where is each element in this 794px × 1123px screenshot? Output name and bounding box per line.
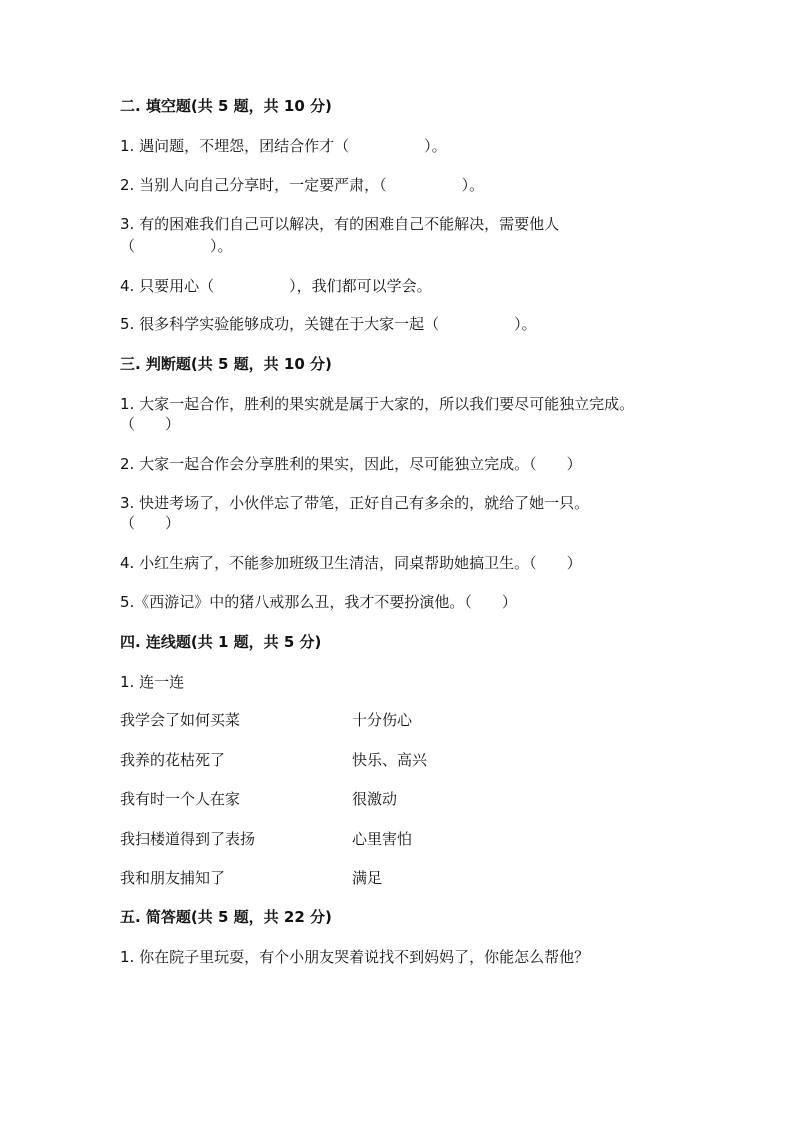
question-short-1: 1. 你在院子里玩耍，有个小朋友哭着说找不到妈妈了，你能怎么帮他？ (120, 948, 590, 966)
match-left-item: 我扫楼道得到了表扬 (120, 830, 256, 848)
match-right-item: 十分伤心 (352, 711, 413, 729)
match-right-item: 心里害怕 (352, 830, 413, 848)
section-heading-true-false: 三. 判断题(共 5 题，共 10 分) (120, 355, 332, 373)
question-tf-3-line1: 3. 快进考场了，小伙伴忘了带笔，正好自己有多余的，就给了她一只。 (120, 494, 590, 512)
match-left-item: 我养的花枯死了 (120, 751, 226, 769)
question-fill-3-line1: 3. 有的困难我们自己可以解决，有的困难自己不能解决，需要他人 (120, 215, 560, 233)
match-left-item: 我学会了如何买菜 (120, 711, 241, 729)
match-right-item: 很激动 (352, 790, 398, 808)
question-match-1: 1. 连一连 (120, 673, 185, 691)
match-right-item: 快乐、高兴 (352, 751, 428, 769)
question-fill-3-line2: （ ）。 (120, 237, 233, 255)
section-heading-short-answer: 五. 简答题(共 5 题，共 22 分) (120, 908, 332, 926)
question-tf-3-line2: （ ） (120, 514, 181, 532)
match-left-item: 我有时一个人在家 (120, 790, 241, 808)
question-tf-1-line1: 1. 大家一起合作，胜利的果实就是属于大家的，所以我们要尽可能独立完成。 (120, 395, 635, 413)
question-fill-2: 2. 当别人向自己分享时，一定要严肃，（ ）。 (120, 176, 485, 194)
question-tf-5: 5.《西游记》中的猪八戒那么丑，我才不要扮演他。（ ） (120, 593, 517, 611)
match-left-item: 我和朋友捕知了 (120, 869, 226, 887)
question-fill-4: 4. 只要用心（ ），我们都可以学会。 (120, 277, 432, 295)
section-heading-fill-blank: 二. 填空题(共 5 题，共 10 分) (120, 97, 332, 115)
question-fill-1: 1. 遇问题，不埋怨，团结合作才（ ）。 (120, 137, 447, 155)
question-tf-1-line2: （ ） (120, 415, 181, 433)
section-heading-matching: 四. 连线题(共 1 题，共 5 分) (120, 633, 322, 651)
question-tf-2: 2. 大家一起合作会分享胜利的果实，因此，尽可能独立完成。（ ） (120, 455, 582, 473)
question-fill-5: 5. 很多科学实验能够成功，关键在于大家一起（ ）。 (120, 315, 537, 333)
question-tf-4: 4. 小红生病了，不能参加班级卫生清洁，同桌帮助她搞卫生。（ ） (120, 554, 582, 572)
match-right-item: 满足 (352, 869, 383, 887)
